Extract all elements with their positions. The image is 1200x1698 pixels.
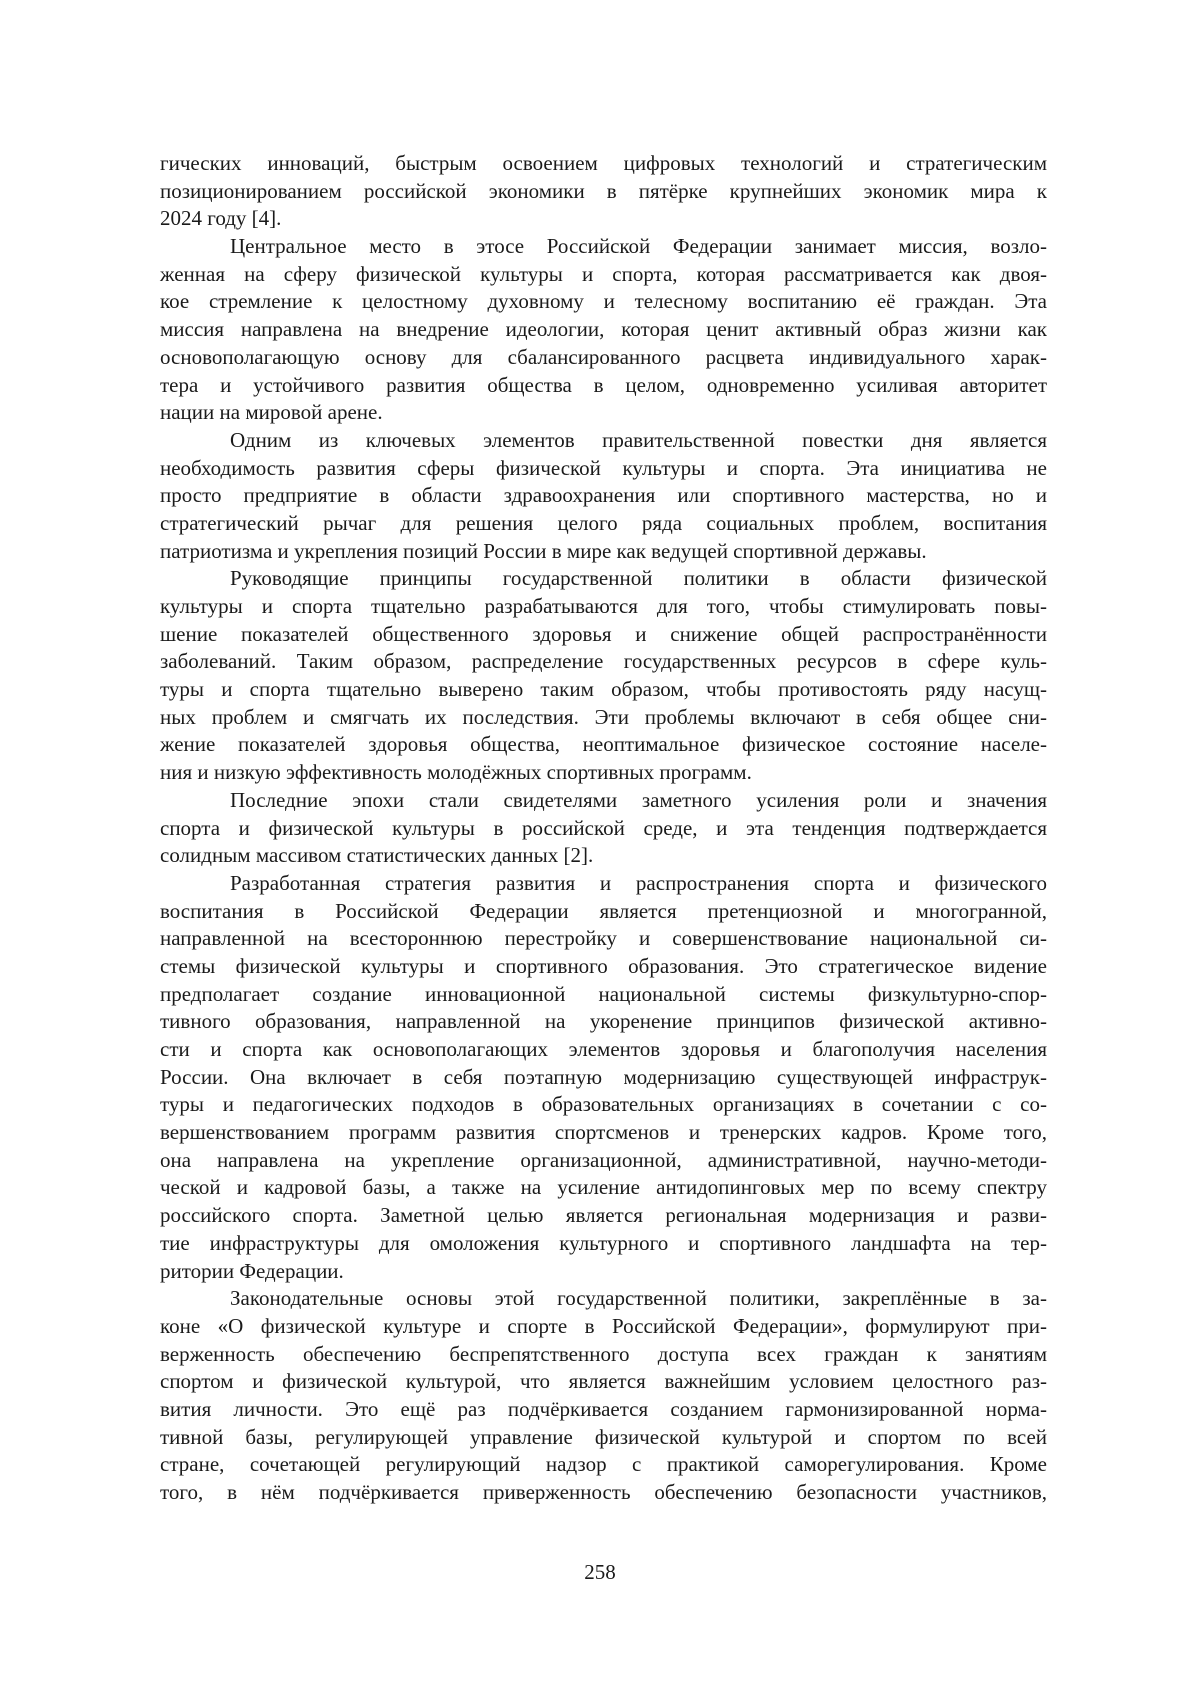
- paragraph: [160, 870, 1047, 1285]
- text-line: ритории Федерации.: [160, 1258, 1047, 1286]
- text-line: нации на мировой арене.: [160, 399, 1047, 427]
- text-line: стране, сочетающей регулирующий надзор с практикой саморегулирования. Кроме: [160, 1451, 1047, 1479]
- text-line: спорта и физической культуры в российской среде, и эта тенденция подтверждается: [160, 815, 1047, 843]
- text-line: ческой и кадровой базы, а также на усиление антидопинговых мер по всему спектру: [160, 1174, 1047, 1202]
- text-line: верженность обеспечению беспрепятственного доступа всех граждан к занятиям: [160, 1341, 1047, 1369]
- text-line: основополагающую основу для сбалансированного расцвета индивидуального харак-: [160, 344, 1047, 372]
- text-line: кое стремление к целостному духовному и телесному воспитанию её граждан. Эта: [160, 288, 1047, 316]
- text-line: патриотизма и укрепления позиций России в мире как ведущей спортивной державы.: [160, 538, 1047, 566]
- text-line: Одним из ключевых элементов правительственной повестки дня является: [160, 427, 1047, 455]
- text-line: России. Она включает в себя поэтапную модернизацию существующей инфраструк-: [160, 1064, 1047, 1092]
- text-line: просто предприятие в области здравоохранения или спортивного мастерства, но и: [160, 482, 1047, 510]
- paragraph: [160, 1285, 1047, 1507]
- text-line: гических инноваций, быстрым освоением цифровых технологий и стратегическим: [160, 150, 1047, 178]
- text-line: стратегический рычаг для решения целого ряда социальных проблем, воспитания: [160, 510, 1047, 538]
- text-line: тивной базы, регулирующей управление физической культурой и спортом по всей: [160, 1424, 1047, 1452]
- text-line: тера и устойчивого развития общества в целом, одновременно усиливая авторитет: [160, 372, 1047, 400]
- text-line: жение показателей здоровья общества, неоптимальное физическое состояние населе-: [160, 731, 1047, 759]
- text-line: тие инфраструктуры для омоложения культурного и спортивного ландшафта на тер-: [160, 1230, 1047, 1258]
- text-line: того, в нём подчёркивается приверженность обеспечению безопасности участников,: [160, 1479, 1047, 1507]
- text-line: направленной на всестороннюю перестройку и совершенствование национальной си-: [160, 925, 1047, 953]
- paragraph: [160, 150, 1047, 233]
- text-line: предполагает создание инновационной национальной системы физкультурно-спор-: [160, 981, 1047, 1009]
- text-line: стемы физической культуры и спортивного образования. Это стратегическое видение: [160, 953, 1047, 981]
- text-line: Разработанная стратегия развития и распространения спорта и физического: [160, 870, 1047, 898]
- text-line: она направлена на укрепление организационной, административной, научно-методи-: [160, 1147, 1047, 1175]
- text-line: ных проблем и смягчать их последствия. Эти проблемы включают в себя общее сни-: [160, 704, 1047, 732]
- text-line: туры и спорта тщательно выверено таким образом, чтобы противостоять ряду насущ-: [160, 676, 1047, 704]
- paragraph: [160, 787, 1047, 870]
- text-line: заболеваний. Таким образом, распределение государственных ресурсов в сфере куль-: [160, 648, 1047, 676]
- text-line: сти и спорта как основополагающих элементов здоровья и благополучия населения: [160, 1036, 1047, 1064]
- text-line: коне «О физической культуре и спорте в Российской Федерации», формулируют при-: [160, 1313, 1047, 1341]
- text-line: Центральное место в этосе Российской Федерации занимает миссия, возло-: [160, 233, 1047, 261]
- text-line: солидным массивом статистических данных [2].: [160, 842, 1047, 870]
- text-line: российского спорта. Заметной целью является региональная модернизация и разви-: [160, 1202, 1047, 1230]
- text-line: спортом и физической культурой, что является важнейшим условием целостного раз-: [160, 1368, 1047, 1396]
- text-line: позиционированием российской экономики в пятёрке крупнейших экономик мира к: [160, 178, 1047, 206]
- text-line: Законодательные основы этой государственной политики, закреплённые в за-: [160, 1285, 1047, 1313]
- document-body: [160, 150, 1047, 1507]
- text-line: женная на сферу физической культуры и спорта, которая рассматривается как двоя-: [160, 261, 1047, 289]
- paragraph: [160, 427, 1047, 565]
- text-line: ния и низкую эффективность молодёжных спортивных программ.: [160, 759, 1047, 787]
- text-line: 2024 году [4].: [160, 205, 1047, 233]
- text-line: необходимость развития сферы физической культуры и спорта. Эта инициатива не: [160, 455, 1047, 483]
- text-line: туры и педагогических подходов в образовательных организациях в сочетании с со-: [160, 1091, 1047, 1119]
- text-line: вершенствованием программ развития спортсменов и тренерских кадров. Кроме того,: [160, 1119, 1047, 1147]
- text-line: миссия направлена на внедрение идеологии, которая ценит активный образ жизни как: [160, 316, 1047, 344]
- text-line: воспитания в Российской Федерации является претенциозной и многогранной,: [160, 898, 1047, 926]
- paragraph: [160, 565, 1047, 787]
- text-line: шение показателей общественного здоровья и снижение общей распространённости: [160, 621, 1047, 649]
- text-line: вития личности. Это ещё раз подчёркивается созданием гармонизированной норма-: [160, 1396, 1047, 1424]
- text-line: Руководящие принципы государственной политики в области физической: [160, 565, 1047, 593]
- paragraph: [160, 233, 1047, 427]
- text-line: тивного образования, направленной на укоренение принципов физической активно-: [160, 1008, 1047, 1036]
- text-line: культуры и спорта тщательно разрабатываются для того, чтобы стимулировать повы-: [160, 593, 1047, 621]
- page-number: 258: [0, 1560, 1200, 1584]
- text-line: Последние эпохи стали свидетелями заметного усиления роли и значения: [160, 787, 1047, 815]
